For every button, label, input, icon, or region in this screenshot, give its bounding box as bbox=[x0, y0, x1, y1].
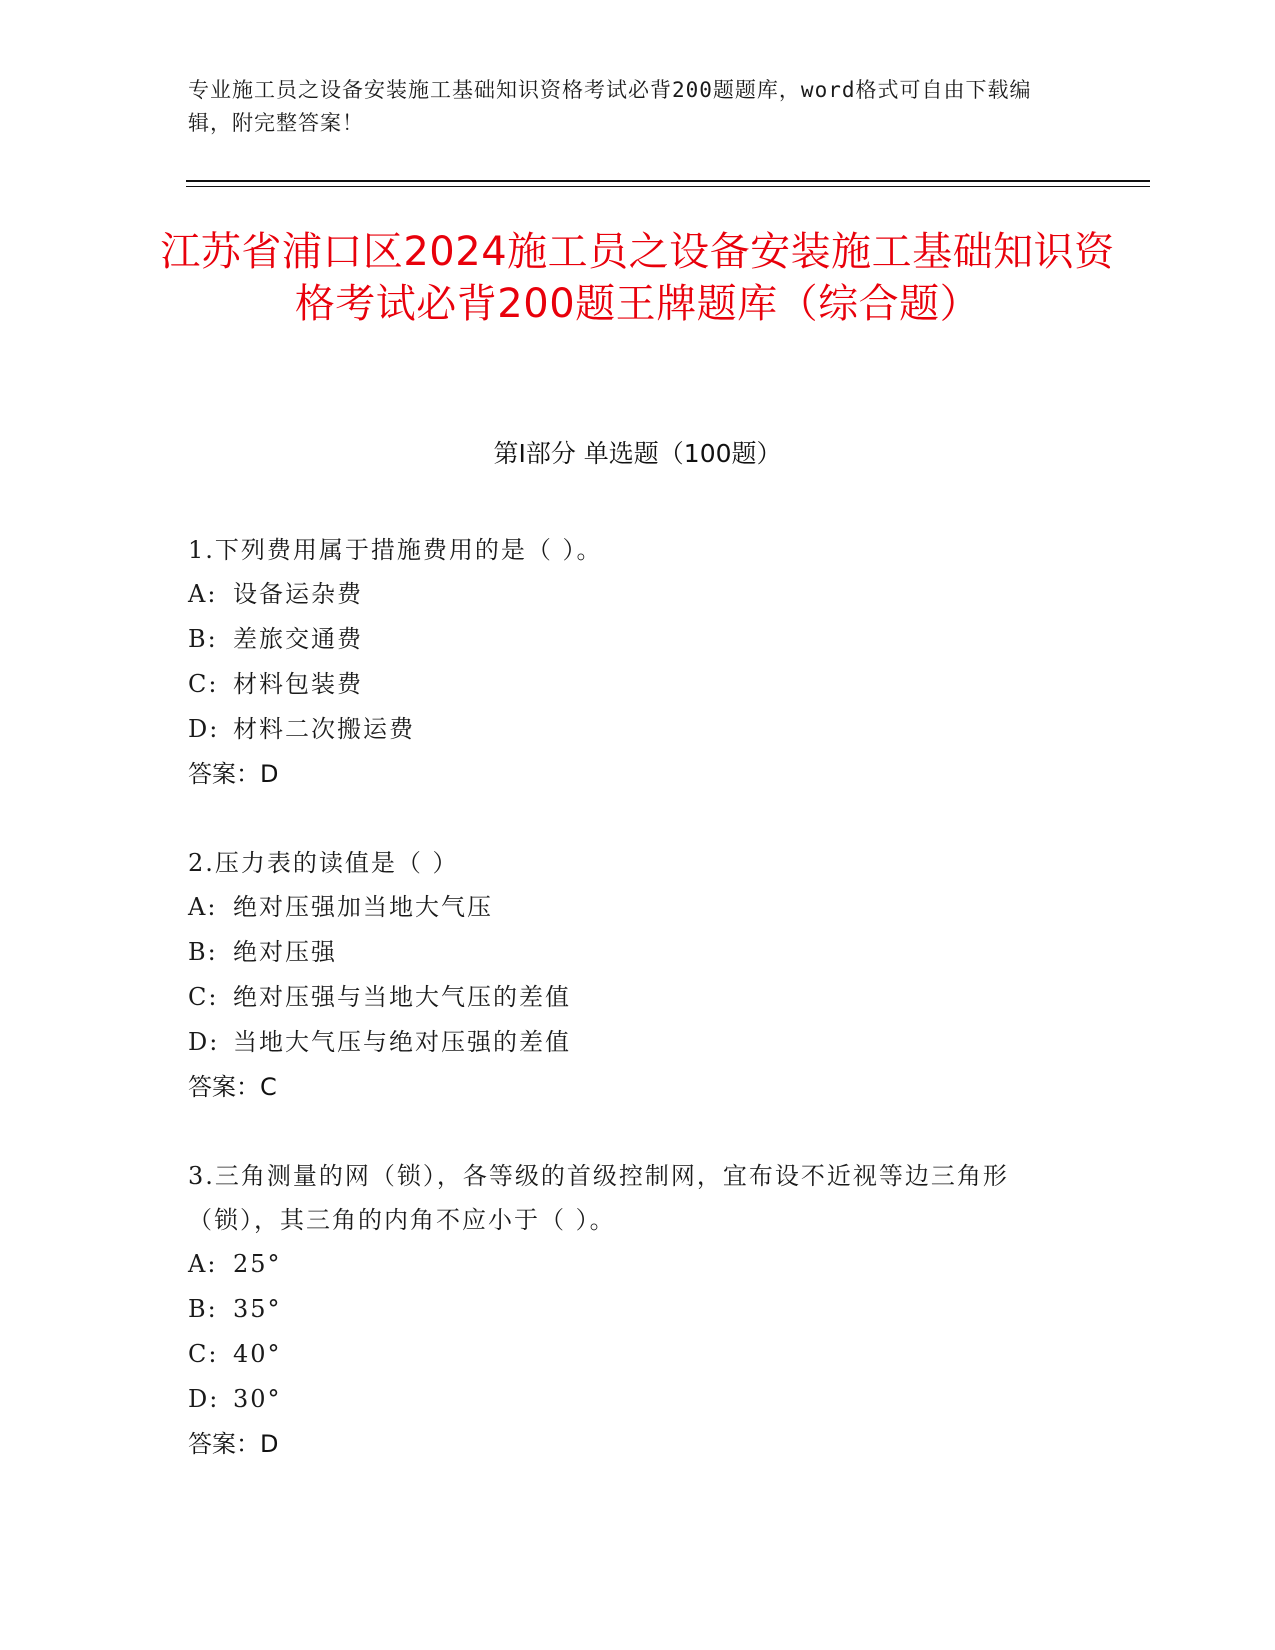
option-letter: B: bbox=[188, 938, 218, 966]
option-c bbox=[188, 662, 1068, 707]
option-text: 材料包装费 bbox=[233, 670, 363, 698]
option-text: 绝对压强 bbox=[233, 938, 337, 966]
option-d bbox=[188, 707, 1068, 752]
option-a bbox=[188, 572, 1068, 617]
answer-line: 答案：D bbox=[188, 760, 279, 788]
section-heading: 第I部分 单选题（100题） bbox=[493, 439, 782, 468]
option-text: 绝对压强加当地大气压 bbox=[233, 893, 493, 921]
header-note: 专业施工员之设备安装施工基础知识资格考试必背200题题库，word格式可自由下载编辑，附完整答案！ bbox=[188, 78, 1032, 135]
question-list bbox=[188, 528, 1068, 1511]
option-letter: D: bbox=[188, 1385, 220, 1413]
option-text: 差旅交通费 bbox=[233, 625, 363, 653]
option-text: 40° bbox=[233, 1340, 282, 1368]
option-c bbox=[188, 1332, 1068, 1377]
option-letter: B: bbox=[188, 625, 218, 653]
header-rule-thin bbox=[186, 186, 1150, 187]
option-letter: C: bbox=[188, 983, 219, 1011]
option-letter: D: bbox=[188, 1028, 220, 1056]
option-text: 设备运杂费 bbox=[233, 580, 363, 608]
option-text: 当地大气压与绝对压强的差值 bbox=[233, 1028, 571, 1056]
option-letter: A: bbox=[188, 1250, 218, 1278]
answer-line: 答案：D bbox=[188, 1430, 279, 1458]
option-text: 35° bbox=[233, 1295, 282, 1323]
question-2 bbox=[188, 841, 1068, 1110]
option-a bbox=[188, 1242, 1068, 1287]
option-letter: C: bbox=[188, 670, 219, 698]
option-a bbox=[188, 885, 1068, 930]
question-3 bbox=[188, 1154, 1068, 1467]
option-text: 25° bbox=[233, 1250, 282, 1278]
option-text: 30° bbox=[233, 1385, 282, 1413]
option-b bbox=[188, 617, 1068, 662]
option-d bbox=[188, 1020, 1068, 1065]
option-c bbox=[188, 975, 1068, 1020]
question-stem: 2.压力表的读值是（ ） bbox=[188, 849, 459, 877]
question-1 bbox=[188, 528, 1068, 797]
header-rule-thick bbox=[186, 180, 1150, 182]
option-letter: A: bbox=[188, 893, 218, 921]
option-letter: C: bbox=[188, 1340, 219, 1368]
option-d bbox=[188, 1377, 1068, 1422]
option-b bbox=[188, 930, 1068, 975]
option-text: 材料二次搬运费 bbox=[233, 715, 415, 743]
option-letter: D: bbox=[188, 715, 220, 743]
document-title: 江苏省浦口区2024施工员之设备安装施工基础知识资格考试必背200题王牌题库（综合题） bbox=[160, 229, 1115, 327]
option-b bbox=[188, 1287, 1068, 1332]
option-text: 绝对压强与当地大气压的差值 bbox=[233, 983, 571, 1011]
option-letter: A: bbox=[188, 580, 218, 608]
option-letter: B: bbox=[188, 1295, 218, 1323]
answer-line: 答案：C bbox=[188, 1073, 277, 1101]
question-stem: 1.下列费用属于措施费用的是（ ）。 bbox=[188, 536, 603, 564]
question-stem: 3.三角测量的网（锁），各等级的首级控制网，宜布设不近视等边三角形（锁），其三角的内角不应小于（ ）。 bbox=[188, 1162, 1009, 1234]
